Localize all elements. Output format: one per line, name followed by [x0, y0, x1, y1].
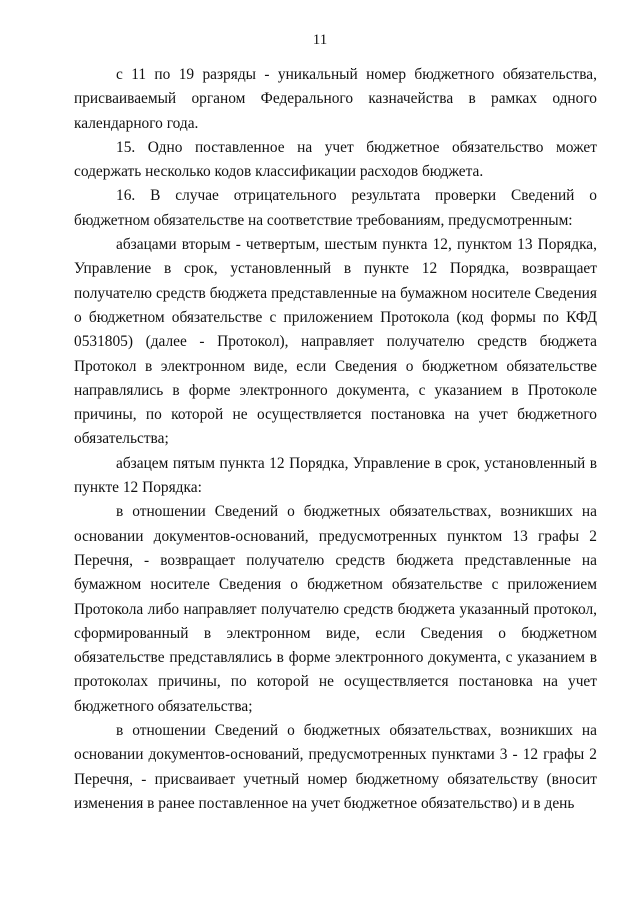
paragraph-16-subclause-2: абзацем пятым пункта 12 Порядка, Управление в срок, установленный в пункте 12 Порядка:	[74, 454, 597, 497]
paragraph-16-subclause-2a: в отношении Сведений о бюджетных обязательствах, возникших на основании документов-оснований, предусмотренных пунктом 13 графы 2 Перечня, - возвращает получателю средств бюджета представленные на бумажном носителе Сведения о бюджетном обязательстве с приложением Протокола либо направляет получателю средств бюджета указанный протокол, сформированный в электронном виде, если Сведения о бюджетном обязательстве представлялись в форме электронного документа, с указанием в протоколах причины, по которой не осуществляется постановка на учет бюджетного обязательства;	[74, 503, 597, 715]
paragraph-16: 16. В случае отрицательного результата проверки Сведений о бюджетном обязательстве на соответствие требованиям, предусмотренным:	[74, 187, 597, 229]
paragraph-16-subclause-2b: в отношении Сведений о бюджетных обязательствах, возникших на основании документов-оснований, предусмотренных пунктами 3 - 12 графы 2 Перечня, - присваивает учетный номер бюджетному обязательству (вносит изменения в ранее поставленное на учет бюджетное обязательство) и в день	[74, 722, 597, 812]
page-number: 11	[312, 32, 328, 48]
paragraph-16-subclause-1: абзацами вторым - четвертым, шестым пункта 12, пунктом 13 Порядка, Управление в срок, установленный в пункте 12 Порядка, возвращает получателю средств бюджета представленные на бумажном носителе Сведения о бюджетном обязательстве с приложением Протокола (код формы по КФД 0531805) (далее - Протокол), направляет получателю средств бюджета Протокол в электронном виде, если Сведения о бюджетном обязательстве направлялись в форме электронного документа, с указанием в Протоколе причины, по которой не осуществляется постановка на учет бюджетного обязательства;	[74, 236, 597, 448]
paragraph-15: 15. Одно поставленное на учет бюджетное обязательство может содержать несколько кодов классификации расходов бюджета.	[74, 138, 597, 181]
paragraph-registry-digits: с 11 по 19 разряды - уникальный номер бюджетного обязательства, присваиваемый органом Федерального казначейства в рамках одного календарного года.	[74, 66, 597, 132]
document-body	[74, 63, 597, 816]
